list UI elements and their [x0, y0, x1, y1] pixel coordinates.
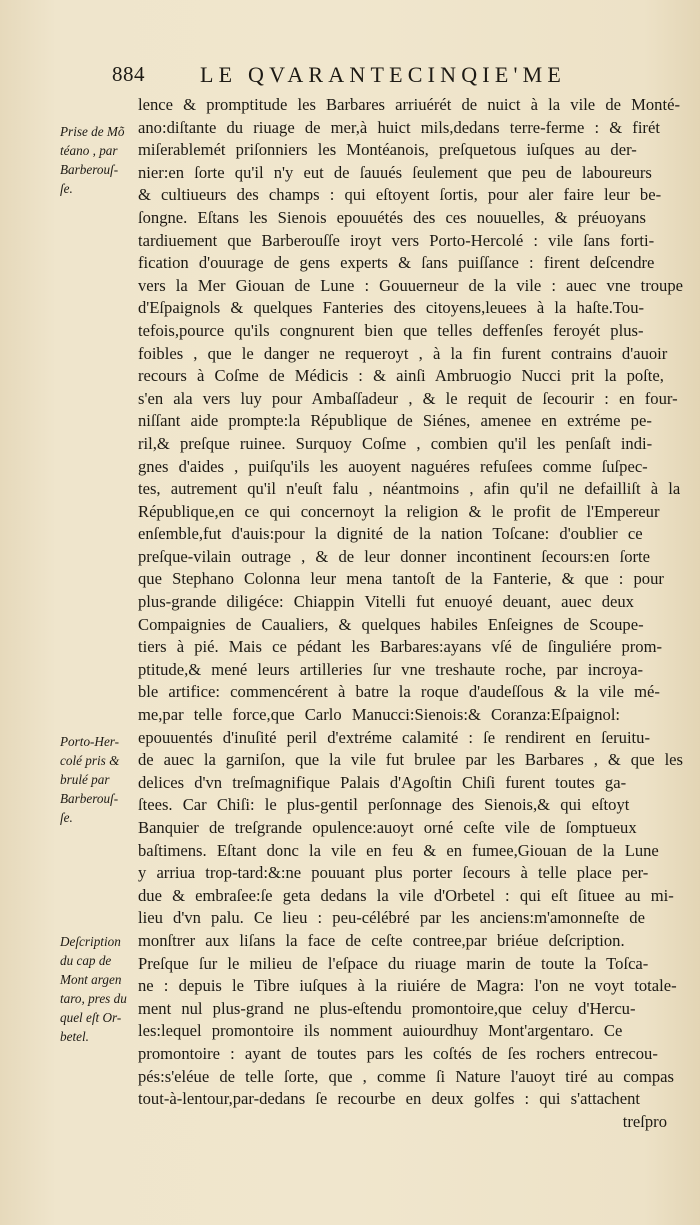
- margin-note-line: Barberouſ-: [60, 162, 119, 177]
- text-line: Banquier de treſgrande opulence:auoyt orné ceſte vile de ſomptueux: [138, 818, 637, 837]
- text-line: ment nul plus-grand ne plus-eſtendu promontoire,que celuy d'Hercu-: [138, 998, 636, 1018]
- text-line: tout-à-lentour,par-dedans ſe recourbe en deux golfes : qui s'attachent: [138, 1089, 640, 1109]
- margin-note-line: quel eſt Or-: [60, 1010, 122, 1025]
- catchword: treſpro: [622, 1111, 667, 1131]
- text-line: ble artifice: commencérent à batre la roque d'audeſſous & la vile mé-: [138, 682, 660, 702]
- body-text: [138, 94, 683, 1133]
- text-line: ſtees. Car Chiſi: le plus-gentil perſonnage des Sienois,& qui eſtoyt: [138, 795, 630, 815]
- text-line: promontoire : ayant de toutes pars les coſtés de ſes rochers entrecou-: [138, 1043, 658, 1063]
- margin-note-line: colé pris &: [60, 753, 120, 768]
- text-line: lieu d'vn palu. Ce lieu : peu-célébré par les anciens:m'amonneſte de: [138, 908, 645, 928]
- text-line: due & embraſee:ſe geta dedans la vile d'Orbetel : qui eſt ſituee au mi-: [138, 885, 674, 905]
- text-line: foibles , que le danger ne requeroyt , à la fin furent contrains d'auoir: [138, 343, 668, 363]
- text-line: d'Eſpaignols & quelques Fanteries des citoyens,leuees à la haſte.Tou-: [138, 298, 645, 318]
- text-line: tardiuement que Barberouſſe iroyt vers Porto-Hercolé : vile ſans forti-: [138, 230, 655, 250]
- text-line: ril,& preſque ruinee. Surquoy Coſme , combien qu'il les penſaſt indi-: [138, 433, 653, 453]
- text-line: Compaignies de Caualiers, & quelques habiles Enſeignes de Scoupe-: [138, 614, 644, 634]
- text-line: epouuentés d'inuſité peril d'extréme calamité : ſe rendirent en ſeruitu-: [138, 727, 650, 747]
- text-line: monſtrer aux liſans la face de ceſte contree,par briéue deſcription.: [138, 930, 625, 950]
- page-header: [112, 62, 672, 92]
- text-line: preſque-vilain outrage , & de leur donner incontinent ſecours:en ſorte: [138, 546, 651, 566]
- text-line: Preſque ſur le milieu de l'eſpace du riuage marin de toute la Toſca-: [138, 953, 649, 973]
- text-line: y arriua trop-tard:&:ne pouuant plus porter ſecours à telle place per-: [138, 863, 649, 883]
- text-line: gnes d'aides , puiſqu'ils les auoyent naguéres refuſees comme ſuſpec-: [138, 456, 648, 476]
- margin-note-line: Porto-Her-: [60, 734, 120, 749]
- text-line: ſongne. Eſtans les Sienois epouuétés des ces nouuelles, & préuoyans: [138, 207, 646, 227]
- margin-note-description-cap: [60, 932, 138, 1046]
- text-line: delices d'vn treſmagnifique Palais d'Agoſtin Chiſi furent toutes ga-: [138, 772, 627, 792]
- text-line: me,par telle force,que Carlo Manucci:Sienois:& Coranza:Eſpaignol:: [138, 705, 621, 725]
- margin-note-line: brulé par: [60, 772, 110, 787]
- text-line: fication d'ouurage de gens experts & ſans puiſſance : firent deſcendre: [138, 253, 655, 273]
- text-line: enſemble,fut d'auis:pour la dignité de la nation Toſcane: d'oublier ce: [138, 524, 643, 544]
- text-line: de auec la garniſon, que la vile fut brulee par les Barbares , & que les: [138, 750, 683, 770]
- text-line: tiers à pié. Mais ce pédant les Barbares:ayans vſé de ſinguliére prom-: [138, 637, 663, 657]
- text-line: que Stephano Colonna leur mena tantoſt de la Fanterie, & que : pour: [138, 569, 664, 589]
- text-line: pés:s'eléue de telle ſorte, que , comme ſi Nature l'auoyt tiré au compas: [138, 1066, 674, 1086]
- text-line: République,en ce qui concernoyt la religion & le profit de l'Empereur: [138, 501, 660, 521]
- text-line: vers la Mer Giouan de Lune : Gouuerneur de la vile : auec vne troupe: [138, 275, 683, 295]
- text-line: tefois,pource qu'ils congnurent bien que telles deffenſes feroyét plus-: [138, 320, 644, 340]
- text-line: baſtimens. Eſtant donc la vile en feu & en fumee,Giouan de la Lune: [138, 840, 659, 860]
- margin-note-line: taro, pres du: [60, 991, 127, 1006]
- text-line: & cultiueurs des champs : qui eſtoyent ſortis, pour aler faire leur be-: [138, 185, 662, 205]
- text-line: lence & promptitude les Barbares arriuérét de nuict à la vile de Monté-: [138, 95, 680, 114]
- text-line: ano:diſtante du riuage de mer,à huict mils,dedans terre-ferme : & firét: [138, 117, 660, 137]
- margin-note-line: ſe.: [60, 181, 73, 196]
- margin-note-line: Mont argen: [60, 972, 122, 987]
- margin-note-prise-de-monteano: [60, 122, 138, 198]
- margin-note-porto-hercole: [60, 732, 138, 827]
- text-line: s'en ala vers luy pour Ambaſſadeur , & le requit de ſecourir : en four-: [138, 388, 678, 408]
- text-line: miſerablemét priſonniers les Montéanois, preſquetous iuſques au der-: [138, 140, 637, 160]
- text-line: plus-grande diligéce: Chiappin Vitelli fut enuoyé deuant, auec deux: [138, 592, 634, 612]
- text-line: les:lequel promontoire ils nomment auiourdhuy Mont'argentaro. Ce: [138, 1021, 623, 1041]
- margin-note-line: téano , par: [60, 143, 118, 158]
- text-line: niſſant aide prompte:la République de Siénes, amenee en extréme pe-: [138, 411, 652, 431]
- page-number: 884: [112, 62, 145, 86]
- text-line: ne : depuis le Tibre iuſques à la riuiére de Magra: l'on ne voyt totale-: [138, 976, 677, 996]
- margin-note-line: Prise de Mõ: [60, 124, 125, 139]
- margin-note-line: ſe.: [60, 810, 73, 825]
- margin-note-line: Deſcription: [60, 934, 121, 949]
- margin-note-line: du cap de: [60, 953, 112, 968]
- running-title: LE QVARANTECINQIE'ME: [200, 62, 567, 87]
- text-line: ptitude,& mené leurs artilleries ſur vne treshaute roche, par incroya-: [138, 659, 644, 679]
- text-line: recours à Coſme de Médicis : & ainſi Ambruogio Nucci prit la poſte,: [138, 366, 664, 386]
- text-line: tes, autrement qu'il n'euſt falu , néantmoins , afin qu'il ne defailliſt à la: [138, 479, 681, 499]
- margin-note-line: Barberouſ-: [60, 791, 119, 806]
- text-line: nier:en ſorte qu'il n'y eut de ſauués ſeulement que peu de laboureurs: [138, 162, 652, 182]
- margin-note-line: betel.: [60, 1029, 89, 1044]
